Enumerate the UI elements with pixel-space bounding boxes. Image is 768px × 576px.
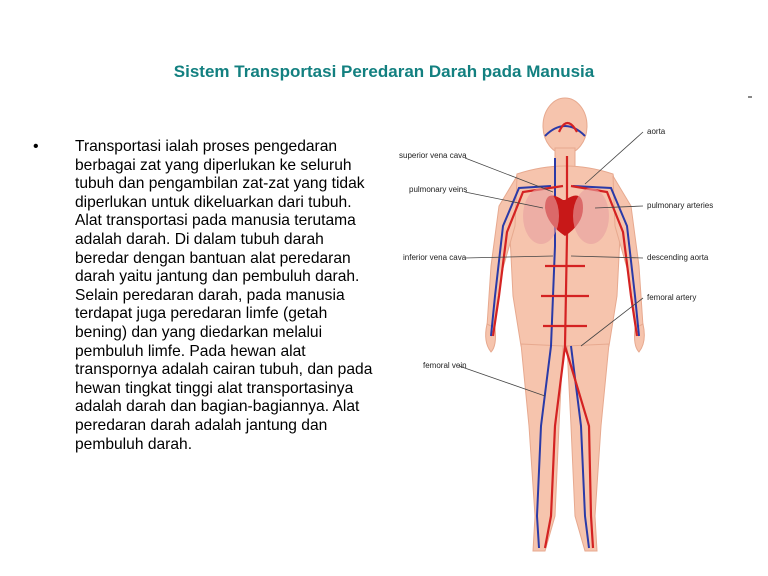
label-pulmonary-veins: pulmonary veins bbox=[409, 185, 468, 194]
label-superior-vena-cava: superior vena cava bbox=[399, 151, 467, 160]
label-femoral-vein: femoral vein bbox=[423, 361, 467, 370]
bullet-icon: • bbox=[33, 138, 39, 155]
label-inferior-vena-cava: inferior vena cava bbox=[403, 253, 467, 262]
label-pulmonary-arteries: pulmonary arteries bbox=[647, 201, 714, 210]
corner-mark bbox=[748, 96, 752, 98]
body-paragraph: Transportasi ialah proses pengedaran berbagai zat yang diperlukan ke seluruh tubuh dan pengambilan zat-zat yang tidak diperlukan untuk dikeluarkan dari tubuh. Alat transportasi pada manusia terutama adalah darah. Di dalam tubuh darah beredar dengan bantuan alat peredaran darah yaitu jantung dan pembuluh darah. Selain peredaran darah, pada manusia terdapat juga peredaran limfe (getah bening) dan yang diedarkan melalui pembuluh limfe. Pada hewan alat transpornya adalah cairan tubuh, dan pada hewan tingkat tinggi alat transportasinya adalah darah dan bagian-bagiannya. Alat peredaran darah adalah jantung dan pembuluh darah. bbox=[75, 138, 373, 453]
circulatory-system-figure bbox=[395, 96, 740, 562]
circulatory-system-illustration bbox=[395, 96, 740, 562]
label-femoral-artery: femoral artery bbox=[647, 293, 697, 302]
slide-title: Sistem Transportasi Peredaran Darah pada Manusia bbox=[173, 62, 595, 81]
label-aorta: aorta bbox=[647, 127, 666, 136]
label-descending-aorta: descending aorta bbox=[647, 253, 709, 262]
